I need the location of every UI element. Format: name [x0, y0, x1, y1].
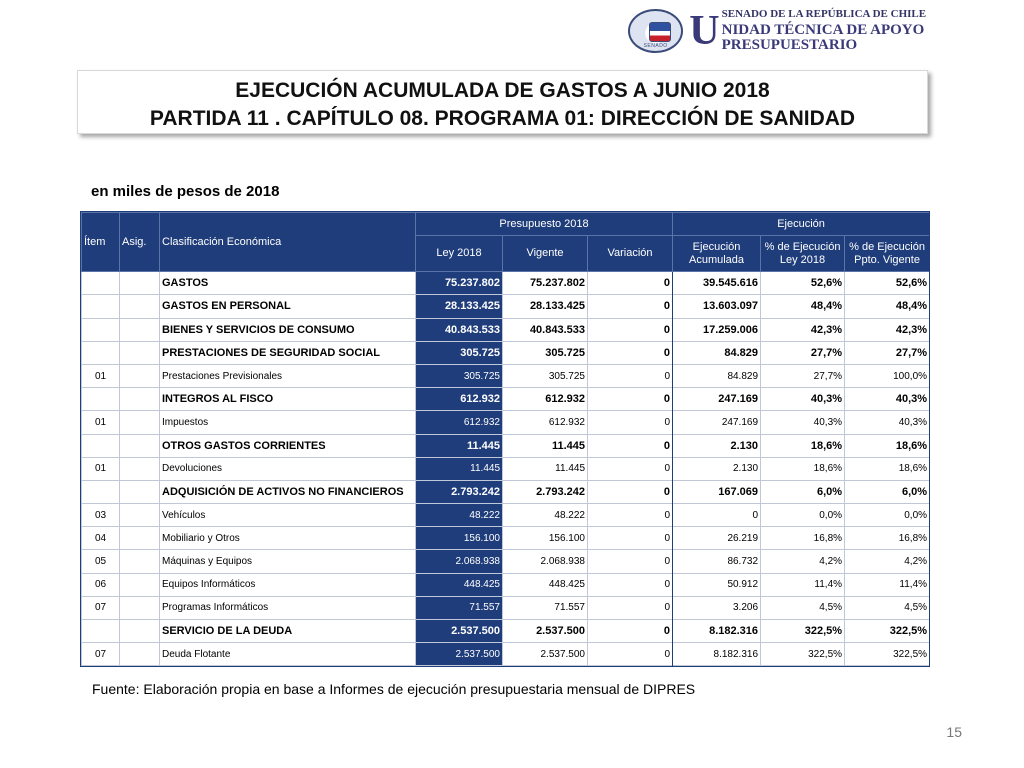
table-row	[82, 272, 930, 295]
cell-pct-ley: 18,6%	[761, 434, 845, 457]
cell-vigente: 612.932	[503, 388, 588, 411]
table-row	[82, 364, 930, 387]
cell-asig	[120, 457, 160, 480]
cell-name: Máquinas y Equipos	[160, 550, 416, 573]
cell-pct-vig: 0,0%	[845, 504, 930, 527]
cell-asig	[120, 596, 160, 619]
cell-variacion: 0	[588, 573, 673, 596]
cell-ley: 48.222	[416, 504, 503, 527]
logo-line2: NIDAD TÉCNICA DE APOYO PRESUPUESTARIO	[721, 22, 925, 53]
cell-ley: 11.445	[416, 457, 503, 480]
cell-ejec: 26.219	[673, 527, 761, 550]
cell-ley: 75.237.802	[416, 272, 503, 295]
cell-ejec: 13.603.097	[673, 295, 761, 318]
cell-pct-vig: 52,6%	[845, 272, 930, 295]
cell-ley: 71.557	[416, 596, 503, 619]
cell-variacion: 0	[588, 411, 673, 434]
cell-vigente: 305.725	[503, 364, 588, 387]
cell-name: SERVICIO DE LA DEUDA	[160, 620, 416, 643]
logo-initial: U	[689, 8, 720, 54]
cell-name: Deuda Flotante	[160, 643, 416, 666]
cell-variacion: 0	[588, 504, 673, 527]
header-pct-ley: % de Ejecución Ley 2018	[761, 236, 845, 272]
cell-vigente: 305.725	[503, 341, 588, 364]
budget-table	[81, 212, 930, 666]
title-line2: PARTIDA 11 . CAPÍTULO 08. PROGRAMA 01: DIRECCIÓN DE SANIDAD	[149, 107, 856, 130]
cell-ejec: 8.182.316	[673, 620, 761, 643]
cell-variacion: 0	[588, 643, 673, 666]
cell-ejec: 17.259.006	[673, 318, 761, 341]
cell-item	[82, 480, 120, 503]
units-caption: en miles de pesos de 2018	[91, 183, 280, 200]
table-row	[82, 480, 930, 503]
cell-pct-vig: 27,7%	[845, 341, 930, 364]
cell-name: GASTOS EN PERSONAL	[160, 295, 416, 318]
cell-vigente: 612.932	[503, 411, 588, 434]
source-note: Fuente: Elaboración propia en base a Informes de ejecución presupuestaria mensual de DIPRES	[92, 681, 696, 697]
header-ejecucion-acumulada: Ejecución Acumulada	[673, 236, 761, 272]
cell-item	[82, 434, 120, 457]
cell-name: Prestaciones Previsionales	[160, 364, 416, 387]
cell-variacion: 0	[588, 341, 673, 364]
cell-pct-vig: 322,5%	[845, 643, 930, 666]
header-group-ejecucion: Ejecución	[673, 213, 930, 236]
cell-pct-ley: 18,6%	[761, 457, 845, 480]
cell-variacion: 0	[588, 388, 673, 411]
header-group-presupuesto: Presupuesto 2018	[416, 213, 673, 236]
cell-variacion: 0	[588, 550, 673, 573]
cell-ejec: 39.545.616	[673, 272, 761, 295]
cell-asig	[120, 364, 160, 387]
table-body	[82, 272, 930, 666]
cell-item	[82, 272, 120, 295]
cell-pct-vig: 11,4%	[845, 573, 930, 596]
cell-asig	[120, 295, 160, 318]
cell-name: PRESTACIONES DE SEGURIDAD SOCIAL	[160, 341, 416, 364]
cell-pct-vig: 100,0%	[845, 364, 930, 387]
header-variacion: Variación	[588, 236, 673, 272]
cell-vigente: 71.557	[503, 596, 588, 619]
cell-name: INTEGROS AL FISCO	[160, 388, 416, 411]
cell-variacion: 0	[588, 457, 673, 480]
cell-asig	[120, 504, 160, 527]
cell-pct-ley: 40,3%	[761, 388, 845, 411]
cell-name: OTROS GASTOS CORRIENTES	[160, 434, 416, 457]
cell-ley: 612.932	[416, 411, 503, 434]
table-row	[82, 527, 930, 550]
cell-variacion: 0	[588, 272, 673, 295]
cell-asig	[120, 341, 160, 364]
cell-vigente: 11.445	[503, 434, 588, 457]
cell-name: Mobiliario y Otros	[160, 527, 416, 550]
table-row	[82, 457, 930, 480]
header-asig: Asig.	[120, 213, 160, 272]
cell-ley: 11.445	[416, 434, 503, 457]
cell-pct-ley: 0,0%	[761, 504, 845, 527]
cell-item: 07	[82, 596, 120, 619]
cell-asig	[120, 527, 160, 550]
table-row	[82, 504, 930, 527]
cell-vigente: 40.843.533	[503, 318, 588, 341]
cell-pct-vig: 18,6%	[845, 457, 930, 480]
cell-item: 01	[82, 457, 120, 480]
cell-ejec: 84.829	[673, 341, 761, 364]
cell-vigente: 2.068.938	[503, 550, 588, 573]
cell-asig	[120, 620, 160, 643]
table-row	[82, 341, 930, 364]
table-row	[82, 550, 930, 573]
cell-name: Equipos Informáticos	[160, 573, 416, 596]
table-row	[82, 596, 930, 619]
cell-pct-vig: 42,3%	[845, 318, 930, 341]
cell-ejec: 2.130	[673, 434, 761, 457]
cell-asig	[120, 318, 160, 341]
cell-ejec: 247.169	[673, 411, 761, 434]
cell-asig	[120, 480, 160, 503]
cell-item	[82, 341, 120, 364]
cell-name: Programas Informáticos	[160, 596, 416, 619]
cell-vigente: 28.133.425	[503, 295, 588, 318]
cell-pct-vig: 4,5%	[845, 596, 930, 619]
cell-item: 01	[82, 411, 120, 434]
logo-line1: SENADO DE LA REPÚBLICA DE CHILE	[721, 8, 927, 20]
cell-variacion: 0	[588, 364, 673, 387]
shield-icon	[649, 22, 671, 42]
cell-pct-vig: 40,3%	[845, 388, 930, 411]
cell-ley: 612.932	[416, 388, 503, 411]
cell-vigente: 48.222	[503, 504, 588, 527]
table-row	[82, 643, 930, 666]
cell-item	[82, 295, 120, 318]
title-line1: EJECUCIÓN ACUMULADA DE GASTOS A JUNIO 2018	[235, 79, 770, 102]
cell-ejec: 2.130	[673, 457, 761, 480]
cell-item: 04	[82, 527, 120, 550]
cell-asig	[120, 550, 160, 573]
cell-vigente: 75.237.802	[503, 272, 588, 295]
header-ley: Ley 2018	[416, 236, 503, 272]
cell-asig	[120, 272, 160, 295]
cell-ejec: 50.912	[673, 573, 761, 596]
cell-item: 05	[82, 550, 120, 573]
cell-ley: 305.725	[416, 341, 503, 364]
cell-ejec: 86.732	[673, 550, 761, 573]
cell-name: Impuestos	[160, 411, 416, 434]
cell-ejec: 247.169	[673, 388, 761, 411]
cell-item	[82, 388, 120, 411]
cell-item: 03	[82, 504, 120, 527]
cell-name: Vehículos	[160, 504, 416, 527]
cell-vigente: 448.425	[503, 573, 588, 596]
cell-variacion: 0	[588, 434, 673, 457]
cell-ley: 28.133.425	[416, 295, 503, 318]
cell-vigente: 2.537.500	[503, 643, 588, 666]
cell-ejec: 167.069	[673, 480, 761, 503]
cell-asig	[120, 573, 160, 596]
cell-pct-ley: 27,7%	[761, 341, 845, 364]
cell-item	[82, 318, 120, 341]
cell-name: ADQUISICIÓN DE ACTIVOS NO FINANCIEROS	[160, 480, 416, 503]
cell-variacion: 0	[588, 318, 673, 341]
cell-name: Devoluciones	[160, 457, 416, 480]
cell-asig	[120, 434, 160, 457]
cell-ley: 40.843.533	[416, 318, 503, 341]
cell-pct-vig: 48,4%	[845, 295, 930, 318]
cell-asig	[120, 411, 160, 434]
cell-pct-ley: 27,7%	[761, 364, 845, 387]
table-row	[82, 318, 930, 341]
seal-label: SENADO	[643, 43, 668, 49]
cell-ley: 2.068.938	[416, 550, 503, 573]
cell-ley: 448.425	[416, 573, 503, 596]
cell-pct-vig: 6,0%	[845, 480, 930, 503]
cell-name: GASTOS	[160, 272, 416, 295]
cell-pct-ley: 4,2%	[761, 550, 845, 573]
cell-variacion: 0	[588, 527, 673, 550]
cell-vigente: 156.100	[503, 527, 588, 550]
cell-pct-ley: 6,0%	[761, 480, 845, 503]
cell-ley: 2.537.500	[416, 620, 503, 643]
cell-ejec: 0	[673, 504, 761, 527]
cell-vigente: 11.445	[503, 457, 588, 480]
cell-variacion: 0	[588, 620, 673, 643]
cell-ley: 305.725	[416, 364, 503, 387]
cell-ley: 156.100	[416, 527, 503, 550]
cell-vigente: 2.537.500	[503, 620, 588, 643]
header-vigente: Vigente	[503, 236, 588, 272]
cell-name: BIENES Y SERVICIOS DE CONSUMO	[160, 318, 416, 341]
cell-pct-vig: 40,3%	[845, 411, 930, 434]
table-row	[82, 295, 930, 318]
cell-pct-ley: 11,4%	[761, 573, 845, 596]
cell-item: 06	[82, 573, 120, 596]
logo-text	[722, 9, 1024, 53]
table-row	[82, 573, 930, 596]
cell-ejec: 3.206	[673, 596, 761, 619]
cell-pct-ley: 40,3%	[761, 411, 845, 434]
table-row	[82, 411, 930, 434]
cell-variacion: 0	[588, 295, 673, 318]
cell-item: 01	[82, 364, 120, 387]
senate-seal-icon	[628, 9, 683, 53]
cell-pct-vig: 16,8%	[845, 527, 930, 550]
cell-pct-ley: 52,6%	[761, 272, 845, 295]
title-box	[77, 70, 928, 134]
cell-pct-ley: 42,3%	[761, 318, 845, 341]
cell-variacion: 0	[588, 480, 673, 503]
cell-pct-ley: 4,5%	[761, 596, 845, 619]
cell-vigente: 2.793.242	[503, 480, 588, 503]
cell-pct-ley: 322,5%	[761, 620, 845, 643]
cell-pct-ley: 48,4%	[761, 295, 845, 318]
cell-item: 07	[82, 643, 120, 666]
cell-ejec: 8.182.316	[673, 643, 761, 666]
cell-pct-ley: 322,5%	[761, 643, 845, 666]
table-row	[82, 620, 930, 643]
header-clasificacion: Clasificación Económica	[160, 213, 416, 272]
header-pct-vigente: % de Ejecución Ppto. Vigente	[845, 236, 930, 272]
page-number: 15	[946, 724, 962, 740]
cell-pct-vig: 322,5%	[845, 620, 930, 643]
cell-item	[82, 620, 120, 643]
table-row	[82, 434, 930, 457]
table-row	[82, 388, 930, 411]
cell-ley: 2.793.242	[416, 480, 503, 503]
senate-logo	[628, 8, 1024, 54]
cell-pct-vig: 4,2%	[845, 550, 930, 573]
cell-ejec: 84.829	[673, 364, 761, 387]
cell-asig	[120, 388, 160, 411]
cell-pct-vig: 18,6%	[845, 434, 930, 457]
cell-ley: 2.537.500	[416, 643, 503, 666]
header-item: Ítem	[82, 213, 120, 272]
cell-pct-ley: 16,8%	[761, 527, 845, 550]
cell-asig	[120, 643, 160, 666]
cell-variacion: 0	[588, 596, 673, 619]
